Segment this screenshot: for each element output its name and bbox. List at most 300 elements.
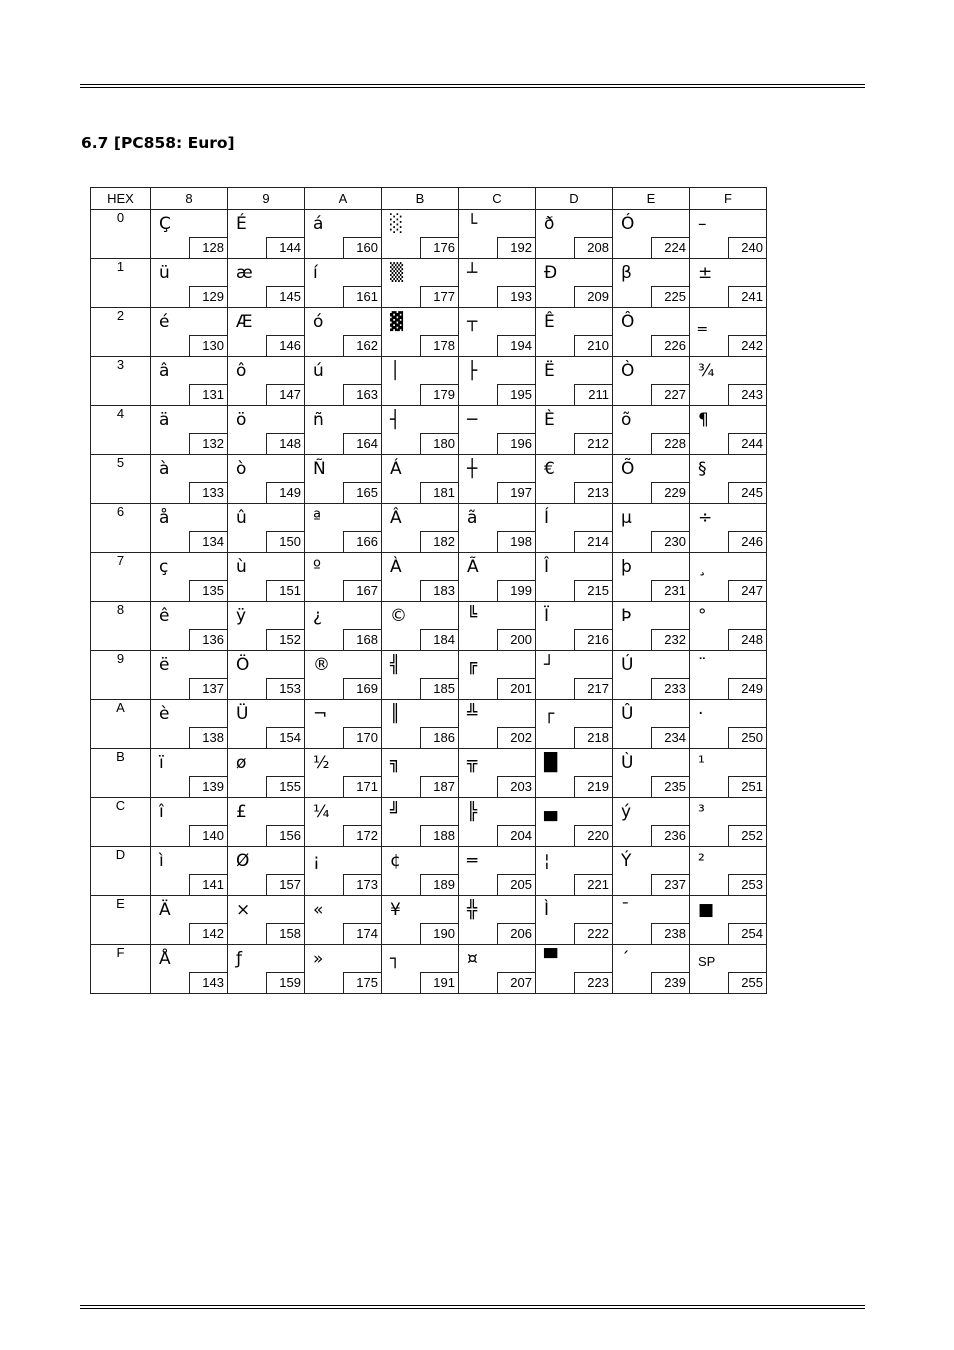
decimal-code: 186 xyxy=(420,727,458,748)
decimal-code: 219 xyxy=(574,776,612,797)
character-glyph: Ò xyxy=(621,361,635,381)
decimal-code: 176 xyxy=(420,237,458,258)
character-glyph: ░ xyxy=(390,214,404,234)
code-cell xyxy=(690,406,767,455)
character-glyph: ─ xyxy=(467,410,478,430)
decimal-code: 178 xyxy=(420,335,458,356)
code-cell xyxy=(690,504,767,553)
code-cell xyxy=(382,651,459,700)
character-glyph: Ö xyxy=(236,655,250,675)
code-page-table xyxy=(90,187,767,994)
decimal-code: 166 xyxy=(343,531,381,552)
code-cell xyxy=(536,504,613,553)
decimal-code: 250 xyxy=(728,727,766,748)
character-glyph: ÿ xyxy=(236,606,247,626)
decimal-code: 238 xyxy=(651,923,689,944)
column-header: 8 xyxy=(151,188,228,210)
row-header: 7 xyxy=(91,553,151,602)
code-cell xyxy=(459,210,536,259)
character-glyph: » xyxy=(313,949,324,969)
decimal-code: 153 xyxy=(266,678,304,699)
decimal-code: 173 xyxy=(343,874,381,895)
character-glyph: ╗ xyxy=(390,753,401,773)
row-header: 9 xyxy=(91,651,151,700)
decimal-code: 193 xyxy=(497,286,535,307)
column-header: F xyxy=(690,188,767,210)
table-row xyxy=(91,455,767,504)
decimal-code: 194 xyxy=(497,335,535,356)
decimal-code: 161 xyxy=(343,286,381,307)
code-cell xyxy=(305,553,382,602)
code-cell xyxy=(382,749,459,798)
character-glyph: £ xyxy=(236,802,247,822)
decimal-code: 137 xyxy=(189,678,227,699)
decimal-code: 189 xyxy=(420,874,458,895)
decimal-code: 230 xyxy=(651,531,689,552)
character-glyph: Ð xyxy=(544,263,558,283)
decimal-code: 171 xyxy=(343,776,381,797)
code-cell xyxy=(613,504,690,553)
decimal-code: 148 xyxy=(266,433,304,454)
decimal-code: 223 xyxy=(574,972,612,993)
decimal-code: 145 xyxy=(266,286,304,307)
character-glyph: Ã xyxy=(467,557,479,577)
decimal-code: 156 xyxy=(266,825,304,846)
code-cell xyxy=(690,259,767,308)
character-glyph: ¿ xyxy=(313,606,323,626)
code-cell xyxy=(690,602,767,651)
decimal-code: 211 xyxy=(574,384,612,405)
decimal-code: 239 xyxy=(651,972,689,993)
decimal-code: 163 xyxy=(343,384,381,405)
decimal-code: 142 xyxy=(189,923,227,944)
character-glyph: á xyxy=(313,214,324,234)
decimal-code: 251 xyxy=(728,776,766,797)
code-cell xyxy=(382,798,459,847)
code-cell xyxy=(382,504,459,553)
header-row xyxy=(91,188,767,210)
character-glyph: ï xyxy=(159,753,164,773)
table-row xyxy=(91,847,767,896)
code-cell xyxy=(151,259,228,308)
character-glyph: ╚ xyxy=(467,606,478,626)
character-glyph: Å xyxy=(159,949,171,969)
character-glyph: à xyxy=(159,459,170,479)
decimal-code: 214 xyxy=(574,531,612,552)
code-cell xyxy=(536,798,613,847)
character-glyph: ² xyxy=(698,851,705,871)
decimal-code: 162 xyxy=(343,335,381,356)
code-cell xyxy=(228,945,305,994)
decimal-code: 226 xyxy=(651,335,689,356)
code-cell xyxy=(536,259,613,308)
character-glyph: € xyxy=(544,459,555,479)
code-cell xyxy=(613,406,690,455)
table-row xyxy=(91,357,767,406)
decimal-code: 218 xyxy=(574,727,612,748)
code-cell xyxy=(690,553,767,602)
code-cell xyxy=(305,308,382,357)
code-cell xyxy=(382,602,459,651)
character-glyph: ┤ xyxy=(390,410,401,430)
decimal-code: 185 xyxy=(420,678,458,699)
decimal-code: 242 xyxy=(728,335,766,356)
code-cell xyxy=(690,308,767,357)
character-glyph: é xyxy=(159,312,170,332)
character-glyph: Á xyxy=(390,459,402,479)
code-cell xyxy=(228,357,305,406)
character-glyph: ▀ xyxy=(544,949,558,969)
code-cell xyxy=(613,259,690,308)
character-glyph: â xyxy=(159,361,170,381)
code-cell xyxy=(382,357,459,406)
code-cell xyxy=(459,798,536,847)
decimal-code: 130 xyxy=(189,335,227,356)
code-cell xyxy=(382,455,459,504)
row-header: F xyxy=(91,945,151,994)
code-cell xyxy=(382,308,459,357)
code-cell xyxy=(228,455,305,504)
table-row xyxy=(91,406,767,455)
code-cell xyxy=(305,945,382,994)
row-header: 6 xyxy=(91,504,151,553)
hex-header: HEX xyxy=(91,188,151,210)
character-glyph: Í xyxy=(544,508,550,528)
decimal-code: 201 xyxy=(497,678,535,699)
character-glyph: ã xyxy=(467,508,478,528)
code-cell xyxy=(305,749,382,798)
code-cell xyxy=(536,357,613,406)
decimal-code: 170 xyxy=(343,727,381,748)
code-cell xyxy=(536,749,613,798)
code-cell xyxy=(613,798,690,847)
code-cell xyxy=(228,210,305,259)
decimal-code: 247 xyxy=(728,580,766,601)
code-cell xyxy=(459,406,536,455)
character-glyph: Ç xyxy=(159,214,171,234)
code-cell xyxy=(151,945,228,994)
decimal-code: 253 xyxy=(728,874,766,895)
decimal-code: 206 xyxy=(497,923,535,944)
decimal-code: 181 xyxy=(420,482,458,503)
code-cell xyxy=(459,945,536,994)
decimal-code: 149 xyxy=(266,482,304,503)
character-glyph: ò xyxy=(236,459,247,479)
code-cell xyxy=(536,602,613,651)
code-cell xyxy=(228,896,305,945)
code-cell xyxy=(690,945,767,994)
decimal-code: 244 xyxy=(728,433,766,454)
code-cell xyxy=(613,602,690,651)
code-cell xyxy=(305,847,382,896)
decimal-code: 228 xyxy=(651,433,689,454)
row-header: B xyxy=(91,749,151,798)
code-cell xyxy=(690,651,767,700)
decimal-code: 237 xyxy=(651,874,689,895)
decimal-code: 136 xyxy=(189,629,227,650)
code-cell xyxy=(536,945,613,994)
decimal-code: 187 xyxy=(420,776,458,797)
table-row xyxy=(91,308,767,357)
decimal-code: 241 xyxy=(728,286,766,307)
row-header: A xyxy=(91,700,151,749)
character-glyph: ê xyxy=(159,606,170,626)
decimal-code: 175 xyxy=(343,972,381,993)
character-glyph: è xyxy=(159,704,170,724)
character-glyph: – xyxy=(698,214,707,234)
row-header: 5 xyxy=(91,455,151,504)
decimal-code: 139 xyxy=(189,776,227,797)
row-header: D xyxy=(91,847,151,896)
decimal-code: 235 xyxy=(651,776,689,797)
character-glyph: ┴ xyxy=(467,263,478,283)
code-cell xyxy=(690,847,767,896)
decimal-code: 203 xyxy=(497,776,535,797)
character-glyph: Ê xyxy=(544,312,555,332)
character-glyph: · xyxy=(698,704,704,724)
code-cell xyxy=(690,749,767,798)
row-header: 0 xyxy=(91,210,151,259)
character-glyph: ó xyxy=(313,312,324,332)
row-header: E xyxy=(91,896,151,945)
section-title: 6.7 [PC858: Euro] xyxy=(81,134,235,152)
table-row xyxy=(91,945,767,994)
decimal-code: 135 xyxy=(189,580,227,601)
code-cell xyxy=(305,602,382,651)
code-cell xyxy=(690,700,767,749)
decimal-code: 254 xyxy=(728,923,766,944)
decimal-code: 184 xyxy=(420,629,458,650)
code-cell xyxy=(305,357,382,406)
code-cell xyxy=(151,504,228,553)
decimal-code: 191 xyxy=(420,972,458,993)
code-cell xyxy=(459,455,536,504)
code-cell xyxy=(613,896,690,945)
decimal-code: 245 xyxy=(728,482,766,503)
character-glyph: └ xyxy=(467,214,478,234)
decimal-code: 133 xyxy=(189,482,227,503)
decimal-code: 209 xyxy=(574,286,612,307)
code-cell xyxy=(382,406,459,455)
table-row xyxy=(91,504,767,553)
character-glyph: ª xyxy=(313,508,322,528)
code-cell xyxy=(459,749,536,798)
character-glyph: ╣ xyxy=(390,655,401,675)
code-cell xyxy=(228,651,305,700)
character-glyph: Ü xyxy=(236,704,249,724)
decimal-code: 234 xyxy=(651,727,689,748)
character-glyph: ô xyxy=(236,361,247,381)
row-header: 2 xyxy=(91,308,151,357)
code-cell xyxy=(151,553,228,602)
decimal-code: 154 xyxy=(266,727,304,748)
code-cell xyxy=(305,455,382,504)
code-cell xyxy=(305,504,382,553)
character-glyph: ┌ xyxy=(544,704,555,724)
code-cell xyxy=(305,896,382,945)
code-cell xyxy=(613,210,690,259)
decimal-code: 138 xyxy=(189,727,227,748)
code-cell xyxy=(459,847,536,896)
character-glyph: ‗ xyxy=(698,312,707,332)
character-glyph: û xyxy=(236,508,247,528)
character-glyph: ¨ xyxy=(698,655,707,675)
character-glyph: █ xyxy=(544,753,558,773)
character-glyph: õ xyxy=(621,410,632,430)
decimal-code: 196 xyxy=(497,433,535,454)
decimal-code: 132 xyxy=(189,433,227,454)
decimal-code: 200 xyxy=(497,629,535,650)
code-cell xyxy=(459,896,536,945)
code-cell xyxy=(459,553,536,602)
decimal-code: 190 xyxy=(420,923,458,944)
decimal-code: 224 xyxy=(651,237,689,258)
character-glyph: ┘ xyxy=(544,655,555,675)
decimal-code: 210 xyxy=(574,335,612,356)
character-glyph: î xyxy=(159,802,164,822)
character-glyph: æ xyxy=(236,263,253,283)
decimal-code: 150 xyxy=(266,531,304,552)
table-row xyxy=(91,259,767,308)
code-cell xyxy=(690,455,767,504)
character-glyph: É xyxy=(236,214,247,234)
decimal-code: 157 xyxy=(266,874,304,895)
character-glyph: ù xyxy=(236,557,247,577)
code-cell xyxy=(305,259,382,308)
character-glyph: ¹ xyxy=(698,753,705,773)
character-glyph: ╝ xyxy=(390,802,401,822)
code-cell xyxy=(459,651,536,700)
code-cell xyxy=(151,210,228,259)
code-cell xyxy=(613,455,690,504)
decimal-code: 152 xyxy=(266,629,304,650)
decimal-code: 160 xyxy=(343,237,381,258)
decimal-code: 131 xyxy=(189,384,227,405)
character-glyph: Ä xyxy=(159,900,171,920)
code-cell xyxy=(382,553,459,602)
character-glyph: ╩ xyxy=(467,704,478,724)
decimal-code: 169 xyxy=(343,678,381,699)
character-glyph: º xyxy=(313,557,322,577)
decimal-code: 231 xyxy=(651,580,689,601)
character-glyph: ç xyxy=(159,557,169,577)
code-cell xyxy=(536,847,613,896)
table-row xyxy=(91,896,767,945)
character-glyph: Ù xyxy=(621,753,634,773)
code-cell xyxy=(382,259,459,308)
character-glyph: Õ xyxy=(621,459,635,479)
character-glyph: │ xyxy=(390,361,401,381)
decimal-code: 155 xyxy=(266,776,304,797)
decimal-code: 217 xyxy=(574,678,612,699)
decimal-code: 183 xyxy=(420,580,458,601)
character-glyph: Â xyxy=(390,508,402,528)
code-cell xyxy=(690,357,767,406)
header-rule xyxy=(80,84,865,88)
column-header: D xyxy=(536,188,613,210)
character-glyph: ┐ xyxy=(390,949,401,969)
code-cell xyxy=(228,553,305,602)
code-cell xyxy=(228,749,305,798)
table-row xyxy=(91,798,767,847)
decimal-code: 143 xyxy=(189,972,227,993)
code-cell xyxy=(382,847,459,896)
row-header: 4 xyxy=(91,406,151,455)
decimal-code: 255 xyxy=(728,972,766,993)
character-glyph: ± xyxy=(698,263,713,283)
character-glyph: ü xyxy=(159,263,170,283)
decimal-code: 159 xyxy=(266,972,304,993)
code-cell xyxy=(305,700,382,749)
character-glyph: ¬ xyxy=(313,704,328,724)
character-glyph: å xyxy=(159,508,170,528)
character-glyph: ¼ xyxy=(313,802,330,822)
code-cell xyxy=(151,798,228,847)
decimal-code: 232 xyxy=(651,629,689,650)
code-cell xyxy=(613,847,690,896)
code-cell xyxy=(382,945,459,994)
character-glyph: ║ xyxy=(390,704,401,724)
code-cell xyxy=(382,896,459,945)
character-glyph: ø xyxy=(236,753,247,773)
character-glyph: Ó xyxy=(621,214,635,234)
decimal-code: 222 xyxy=(574,923,612,944)
code-cell xyxy=(151,357,228,406)
character-glyph: Þ xyxy=(621,606,632,626)
decimal-code: 227 xyxy=(651,384,689,405)
character-glyph: ´ xyxy=(621,949,630,969)
code-cell xyxy=(459,259,536,308)
character-glyph: ° xyxy=(698,606,707,626)
character-glyph: × xyxy=(236,900,251,920)
code-cell xyxy=(305,798,382,847)
code-cell xyxy=(536,406,613,455)
code-cell xyxy=(690,896,767,945)
decimal-code: 243 xyxy=(728,384,766,405)
character-glyph: ┬ xyxy=(467,312,478,332)
column-header: B xyxy=(382,188,459,210)
code-cell xyxy=(305,651,382,700)
code-cell xyxy=(151,651,228,700)
character-glyph: ¸ xyxy=(698,557,707,577)
row-header: 8 xyxy=(91,602,151,651)
code-cell xyxy=(536,651,613,700)
code-cell xyxy=(151,406,228,455)
character-glyph: ú xyxy=(313,361,324,381)
character-glyph: ▒ xyxy=(390,263,404,283)
code-cell xyxy=(382,700,459,749)
character-glyph: Î xyxy=(544,557,550,577)
decimal-code: 205 xyxy=(497,874,535,895)
code-cell xyxy=(613,553,690,602)
table-row xyxy=(91,602,767,651)
code-cell xyxy=(151,308,228,357)
character-glyph: ¢ xyxy=(390,851,401,871)
character-glyph: ¦ xyxy=(544,851,550,871)
code-cell xyxy=(228,700,305,749)
code-cell xyxy=(151,896,228,945)
column-header: C xyxy=(459,188,536,210)
code-cell xyxy=(459,700,536,749)
decimal-code: 220 xyxy=(574,825,612,846)
character-glyph: ñ xyxy=(313,410,324,430)
decimal-code: 198 xyxy=(497,531,535,552)
character-glyph: Û xyxy=(621,704,634,724)
character-glyph: ³ xyxy=(698,802,705,822)
table-row xyxy=(91,651,767,700)
decimal-code: 240 xyxy=(728,237,766,258)
decimal-code: 229 xyxy=(651,482,689,503)
